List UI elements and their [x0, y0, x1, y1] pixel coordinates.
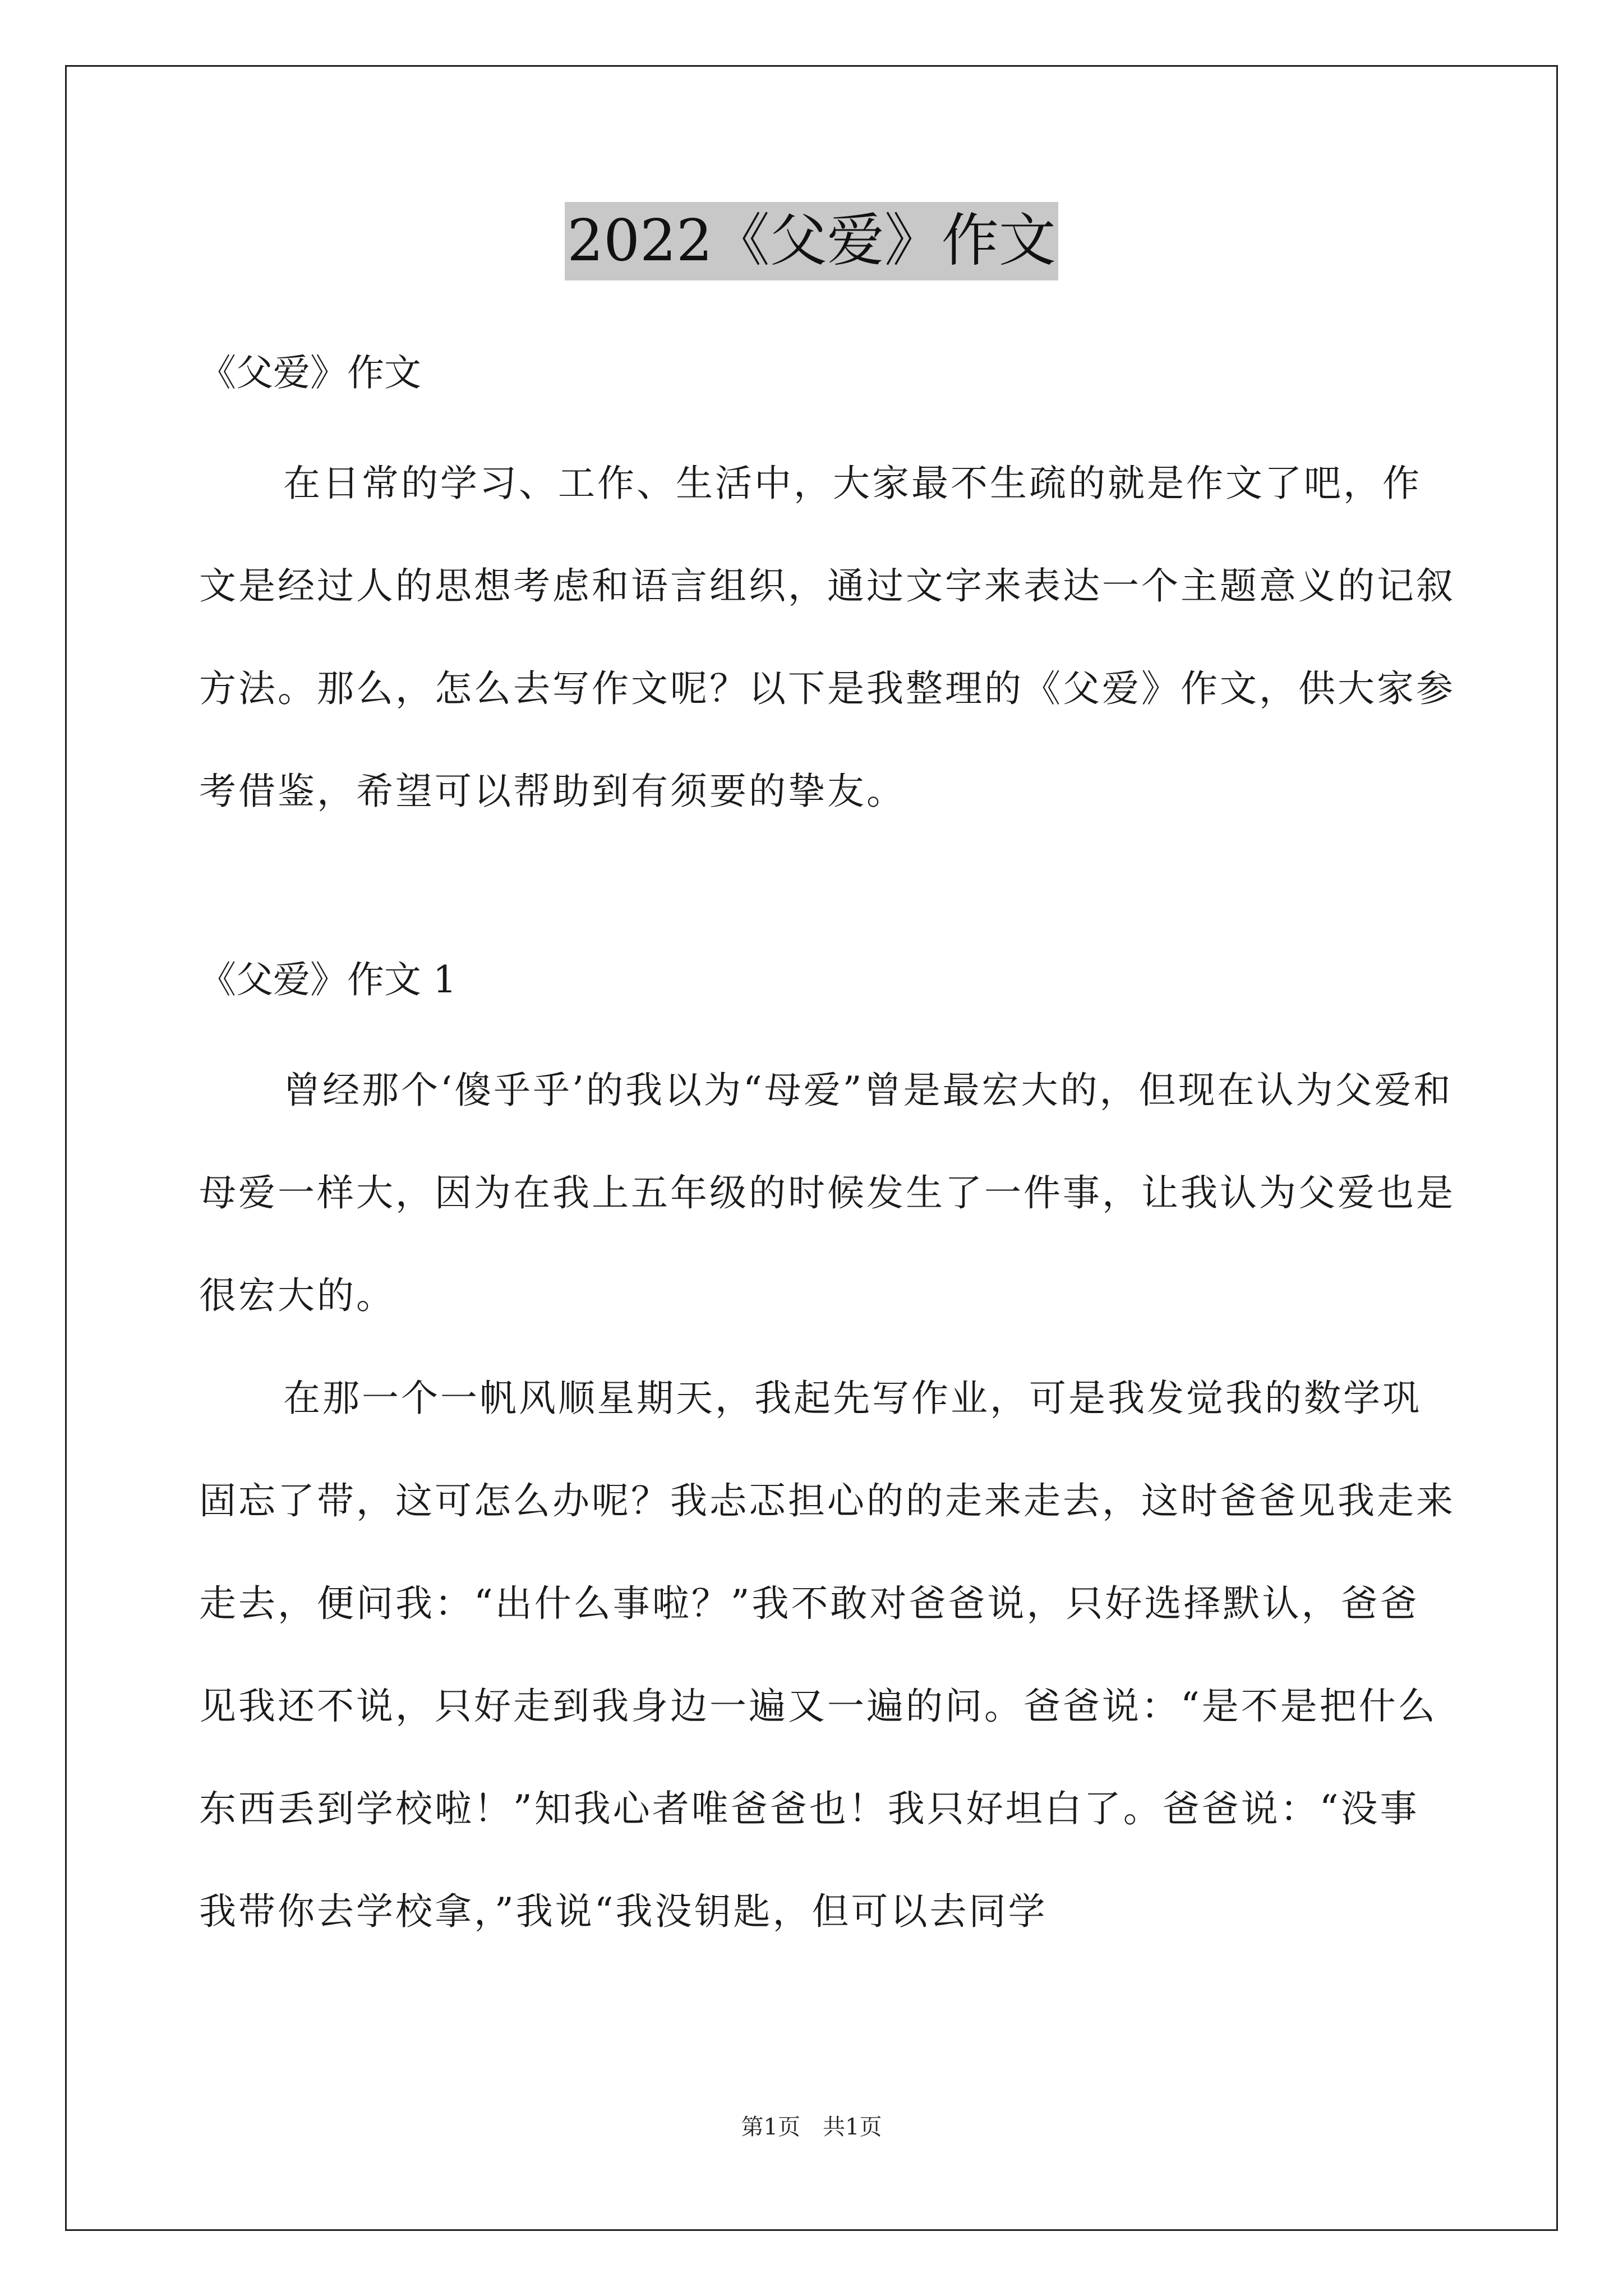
document-body [199, 337, 1455, 1963]
page-footer: 第1页 共1页 [741, 2114, 882, 2140]
essay-paragraph-1: 曾经那个‘傻乎乎’的我以为“母爱”曾是最宏大的，但现在认为父爱和母爱一样大，因为在我上五年级的时候发生了一件事，让我认为父爱也是很宏大的。 [199, 1069, 1455, 1317]
intro-paragraph: 在日常的学习、工作、生活中，大家最不生疏的就是作文了吧，作文是经过人的思想考虑和语言组织，通过文字来表达一个主题意义的记叙方法。那么，怎么去写作文呢？以下是我整理的《父爱》作文，供大家参考借鉴，希望可以帮助到有须要的挚友。 [199, 462, 1455, 813]
document-title: 2022《父爱》作文 [565, 202, 1058, 280]
essay-paragraph-2: 在那一个一帆风顺星期天，我起先写作业，可是我发觉我的数学巩固忘了带，这可怎么办呢？我忐忑担心的的走来走去，这时爸爸见我走来走去，便问我：“出什么事啦？”我不敢对爸爸说，只好选择默认，爸爸见我还不说，只好走到我身边一遍又一遍的问。爸爸说：“是不是把什么东西丢到学校啦！”知我心者唯爸爸也！我只好坦白了。爸爸说：“没事我带你去学校拿，”我说“我没钥匙，但可以去同学 [199, 1377, 1455, 1933]
intro-heading: 《父爱》作文 [199, 351, 421, 394]
essay-heading: 《父爱》作文 1 [199, 958, 457, 1001]
title-container [0, 202, 1623, 280]
